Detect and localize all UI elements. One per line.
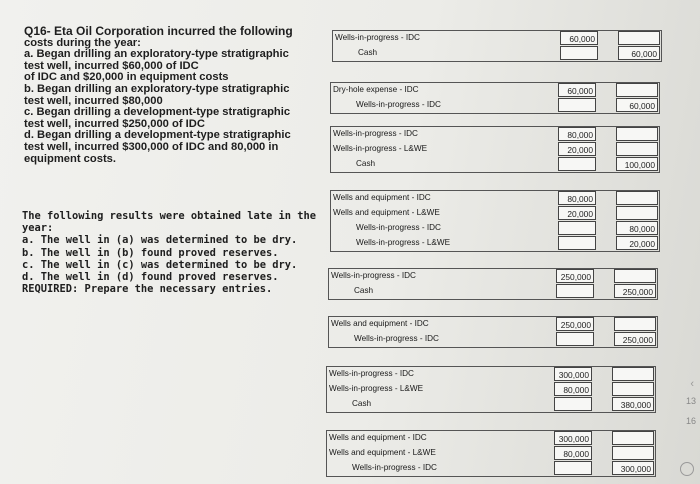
credit-account: Cash (356, 159, 376, 168)
side-mark: 13 (685, 396, 696, 406)
entry-row (328, 269, 658, 284)
entry-row (326, 431, 656, 446)
entry-row (330, 98, 660, 113)
credit-amount (616, 83, 658, 97)
question-line: d. Began drilling a development-type stratigraphic (24, 129, 291, 142)
debit-amount: 250,000 (556, 269, 594, 283)
question-line: test well, incurred $80,000 (24, 94, 163, 107)
debit-account: Wells and equipment - IDC (329, 433, 427, 442)
entry-row (332, 31, 662, 46)
credit-account: Cash (354, 286, 374, 295)
debit-amount (558, 157, 596, 171)
results-line: c. The well in (c) was determined to be dry. (22, 258, 298, 271)
credit-account: Cash (358, 48, 378, 57)
question-line: c. Began drilling a development-type stratigraphic (24, 106, 291, 119)
credit-account: Wells-in-progress - IDC (356, 100, 441, 109)
credit-amount (616, 142, 658, 156)
debit-amount: 60,000 (560, 31, 598, 45)
results-line: REQUIRED: Prepare the necessary entries. (22, 283, 273, 296)
credit-amount (612, 367, 654, 381)
credit-amount (612, 431, 654, 445)
results-line: d. The well in (d) found proved reserves. (22, 271, 279, 284)
credit-amount (614, 317, 656, 331)
entry-row (326, 367, 656, 382)
credit-amount (618, 31, 660, 45)
debit-amount: 80,000 (554, 446, 592, 460)
entry-row (328, 332, 658, 347)
entry-row (326, 382, 656, 397)
side-mark: 16 (685, 416, 696, 426)
credit-amount (612, 446, 654, 460)
debit-amount: 80,000 (554, 382, 592, 396)
credit-amount (616, 127, 658, 141)
question-line: b. Began drilling an exploratory-type stratigraphic (24, 82, 290, 95)
entry-row (330, 157, 660, 172)
entry-row (326, 446, 656, 461)
debit-account: Wells-in-progress - IDC (331, 271, 416, 280)
entry-row (330, 236, 660, 251)
credit-amount (616, 206, 658, 220)
debit-amount: 250,000 (556, 317, 594, 331)
debit-account: Wells and equipment - IDC (333, 193, 431, 202)
credit-account: Wells-in-progress - IDC (356, 223, 441, 232)
entry-row (330, 83, 660, 98)
entry-row (330, 142, 660, 157)
debit-account: Wells and equipment - IDC (331, 319, 429, 328)
chevron-left-icon[interactable]: ‹ (690, 378, 694, 390)
question-line: test well, incurred $300,000 of IDC and 80,000 in (24, 140, 279, 153)
entry-row (330, 127, 660, 142)
credit-amount (614, 269, 656, 283)
results-text (22, 210, 322, 295)
entry-row (330, 206, 660, 221)
credit-amount: 60,000 (616, 98, 658, 112)
credit-amount: 250,000 (614, 284, 656, 298)
debit-amount: 300,000 (554, 431, 592, 445)
debit-account: Wells-in-progress - IDC (335, 33, 420, 42)
credit-amount: 100,000 (616, 157, 658, 171)
question-line: equipment costs. (24, 152, 117, 165)
question-line: Q16- Eta Oil Corporation incurred the following (24, 24, 293, 38)
debit-amount (558, 221, 596, 235)
credit-amount: 250,000 (614, 332, 656, 346)
entry-row (326, 397, 656, 412)
credit-amount: 80,000 (616, 221, 658, 235)
question-line: costs during the year: (24, 36, 141, 49)
results-line: The following results were obtained late in the (22, 210, 317, 222)
debit-amount (558, 236, 596, 250)
debit-account: Wells-in-progress - IDC (329, 369, 414, 378)
question-line: a. Began drilling an exploratory-type stratigraphic (24, 48, 289, 61)
question-line: test well, incurred $250,000 of IDC (24, 117, 205, 130)
question-text (24, 26, 324, 165)
debit-amount (556, 284, 594, 298)
credit-account: Cash (352, 399, 372, 408)
debit-amount: 20,000 (558, 206, 596, 220)
debit-amount (556, 332, 594, 346)
entry-row (330, 221, 660, 236)
entry-row (328, 284, 658, 299)
credit-amount: 300,000 (612, 461, 654, 475)
zoom-icon[interactable] (680, 462, 694, 476)
results-line: year: (22, 222, 54, 235)
debit-amount: 80,000 (558, 191, 596, 205)
credit-amount: 20,000 (616, 236, 658, 250)
debit-amount (558, 98, 596, 112)
results-line: b. The well in (b) found proved reserves. (22, 246, 279, 259)
entry-row (330, 191, 660, 206)
credit-account: Wells-in-progress - L&WE (356, 238, 451, 247)
debit-amount: 300,000 (554, 367, 592, 381)
debit-account: Wells-in-progress - L&WE (329, 384, 424, 393)
credit-amount: 60,000 (618, 46, 660, 60)
results-line: a. The well in (a) was determined to be dry. (22, 234, 298, 247)
entry-row (328, 317, 658, 332)
credit-account: Wells-in-progress - IDC (354, 334, 439, 343)
credit-amount (612, 382, 654, 396)
debit-amount: 80,000 (558, 127, 596, 141)
question-line: of IDC and $20,000 in equipment costs (24, 71, 229, 84)
debit-account: Dry-hole expense - IDC (333, 85, 419, 94)
entry-row (332, 46, 662, 61)
debit-account: Wells and equipment - L&WE (329, 448, 436, 457)
credit-amount (616, 191, 658, 205)
debit-amount (560, 46, 598, 60)
debit-amount (554, 461, 592, 475)
debit-account: Wells and equipment - L&WE (333, 208, 440, 217)
debit-amount (554, 397, 592, 411)
entry-row (326, 461, 656, 476)
question-line: test well, incurred $60,000 of IDC (24, 59, 199, 72)
debit-account: Wells-in-progress - L&WE (333, 144, 428, 153)
debit-account: Wells-in-progress - IDC (333, 129, 418, 138)
debit-amount: 20,000 (558, 142, 596, 156)
debit-amount: 60,000 (558, 83, 596, 97)
credit-account: Wells-in-progress - IDC (352, 463, 437, 472)
credit-amount: 380,000 (612, 397, 654, 411)
